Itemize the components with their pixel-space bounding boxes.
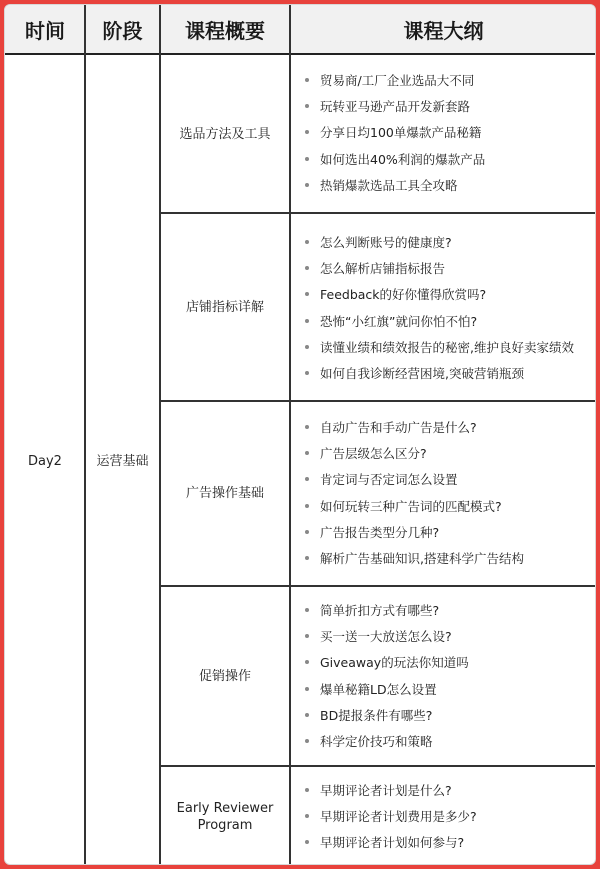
list-item: 早期评论者计划是什么?: [305, 777, 593, 803]
list-item: 贸易商/工厂企业选品大不同: [305, 67, 593, 93]
header-stage: 阶段: [85, 5, 160, 55]
bullet-icon: [305, 840, 309, 844]
bullet-icon: [305, 130, 309, 134]
list-item: 恐怖“小红旗”就问你怕不怕?: [305, 308, 593, 334]
course-table: [4, 4, 596, 865]
list-item: 分享日均100单爆款产品秘籍: [305, 119, 593, 145]
list-item: 解析广告基础知识,搭建科学广告结构: [305, 545, 593, 571]
bullet-icon: [305, 556, 309, 560]
list-item: 广告层级怎么区分?: [305, 440, 593, 466]
list-item: 买一送一大放送怎么设?: [305, 623, 593, 649]
section-title: 选品方法及工具: [179, 127, 271, 142]
list-item: 早期评论者计划费用是多少?: [305, 803, 593, 829]
outline-list: [305, 777, 593, 856]
stage-cell: 运营基础: [96, 454, 149, 469]
section-title: 店铺指标详解: [185, 299, 264, 315]
list-item: 如何选出40%利润的爆款产品: [305, 146, 593, 172]
list-item: 怎么解析店铺指标报告: [305, 255, 593, 281]
list-item: Giveaway的玩法你知道吗: [305, 649, 593, 675]
section-title: 促销操作: [198, 668, 251, 684]
bullet-icon: [305, 660, 309, 664]
day-cell: Day2: [28, 454, 62, 469]
list-item: BD提报条件有哪些?: [305, 702, 593, 728]
bullet-icon: [305, 530, 309, 534]
bullet-icon: [305, 425, 309, 429]
outline-list: [305, 597, 593, 754]
outline-list: [305, 67, 593, 198]
bullet-icon: [305, 739, 309, 743]
bullet-icon: [305, 319, 309, 323]
list-item: 如何自我诊断经营困境,突破营销瓶颈: [305, 360, 593, 386]
bullet-icon: [305, 504, 309, 508]
header-overview: 课程概要: [160, 5, 290, 55]
section-title: Early Reviewer Program: [176, 800, 274, 833]
bullet-icon: [305, 477, 309, 481]
list-item: 热销爆款选品工具全攻略: [305, 172, 593, 198]
bullet-icon: [305, 157, 309, 161]
list-item: 怎么判断账号的健康度?: [305, 229, 593, 255]
outline-list: [305, 414, 593, 571]
list-item: 科学定价技巧和策略: [305, 728, 593, 754]
bullet-icon: [305, 292, 309, 296]
list-item: 读懂业绩和绩效报告的秘密,维护良好卖家绩效: [305, 334, 593, 360]
list-item: Feedback的好你懂得欣赏吗?: [305, 281, 593, 307]
list-item: 自动广告和手动广告是什么?: [305, 414, 593, 440]
section-title: 广告操作基础: [185, 486, 264, 501]
bullet-icon: [305, 814, 309, 818]
list-item: 早期评论者计划如何参与?: [305, 829, 593, 855]
bullet-icon: [305, 713, 309, 717]
list-item: 广告报告类型分几种?: [305, 519, 593, 545]
bullet-icon: [305, 788, 309, 792]
bullet-icon: [305, 451, 309, 455]
bullet-icon: [305, 183, 309, 187]
bullet-icon: [305, 345, 309, 349]
list-item: 如何玩转三种广告词的匹配模式?: [305, 493, 593, 519]
bullet-icon: [305, 687, 309, 691]
bullet-icon: [305, 266, 309, 270]
header-outline: 课程大纲: [290, 5, 596, 55]
list-item: 爆单秘籍LD怎么设置: [305, 676, 593, 702]
header-time: 时间: [5, 5, 85, 55]
bullet-icon: [305, 634, 309, 638]
list-item: 肯定词与否定词怎么设置: [305, 466, 593, 492]
bullet-icon: [305, 371, 309, 375]
list-item: 玩转亚马逊产品开发新套路: [305, 93, 593, 119]
bullet-icon: [305, 608, 309, 612]
list-item: 简单折扣方式有哪些?: [305, 597, 593, 623]
bullet-icon: [305, 78, 309, 82]
outline-list: [305, 229, 593, 386]
bullet-icon: [305, 240, 309, 244]
bullet-icon: [305, 104, 309, 108]
